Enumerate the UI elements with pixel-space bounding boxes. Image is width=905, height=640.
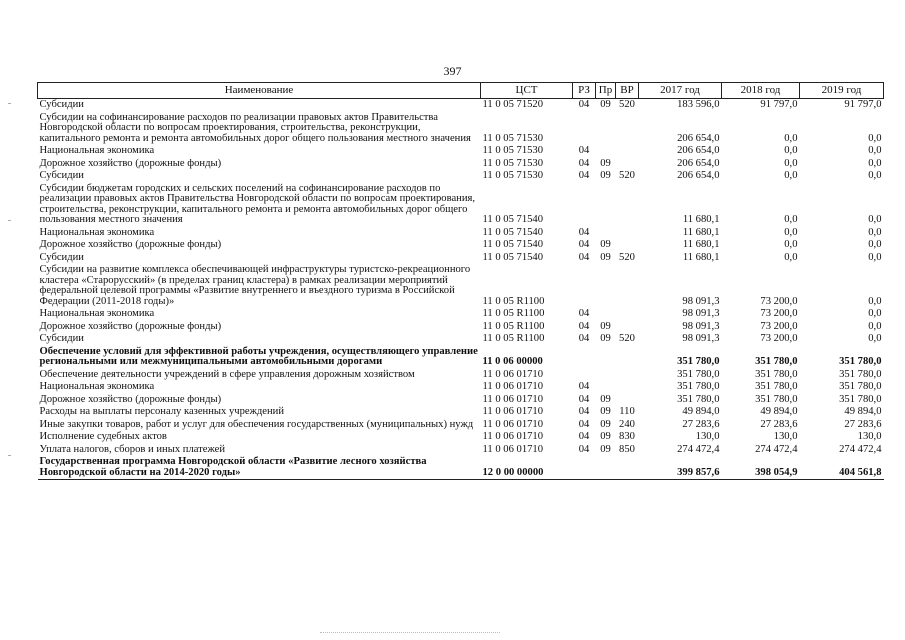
column-header-rz: РЗ: [573, 83, 596, 99]
column-header-vr: ВР: [616, 83, 639, 99]
cell-cst: 11 0 05 71530: [482, 132, 544, 144]
table-row: [38, 456, 884, 480]
column-header-pr: Пр: [596, 83, 616, 99]
cell-rz: 04: [578, 157, 590, 169]
cell-2019: 0,0: [868, 333, 882, 344]
cell-vr: [616, 394, 639, 407]
cell-cst: 11 0 05 71520: [482, 99, 544, 110]
cell-2019: 351 780,0: [839, 393, 882, 405]
cell-2017: 351 780,0: [677, 393, 720, 405]
cell-name: Расходы на выплаты персоналу казенных учреждений: [39, 406, 284, 417]
cell-name: Дорожное хозяйство (дорожные фонды): [39, 320, 222, 332]
cell-cst: 11 0 05 R1100: [482, 320, 545, 332]
cell-pr: [596, 369, 616, 382]
cell-2019: 0,0: [868, 132, 882, 144]
cell-2017: 351 780,0: [677, 356, 720, 367]
column-header-2019: 2019 год: [800, 83, 884, 99]
cell-cst: 11 0 06 00000: [482, 356, 543, 367]
cell-pr: [596, 264, 616, 308]
cell-2019: 274 472,4: [839, 443, 882, 455]
cell-2018: 130,0: [773, 431, 798, 442]
cell-2018: 73 200,0: [760, 320, 798, 332]
cell-2019: 0,0: [868, 295, 882, 307]
cell-name: Иные закупки товаров, работ и услуг для обеспечения государственных (муниципальных) нужд: [39, 418, 474, 430]
scan-margin-mark: [8, 220, 11, 221]
cell-vr: 520: [619, 333, 635, 344]
cell-vr: [616, 308, 639, 321]
cell-2019: 0,0: [868, 226, 882, 238]
cell-2017: 206 654,0: [677, 145, 720, 156]
cell-2018: 0,0: [784, 251, 798, 263]
cell-2017: 49 894,0: [682, 406, 720, 417]
cell-2019: 0,0: [868, 145, 882, 156]
cell-pr: 09: [600, 170, 611, 181]
cell-pr: 09: [600, 251, 611, 263]
cell-rz: 04: [578, 145, 590, 156]
cell-2018: 0,0: [784, 170, 798, 181]
cell-pr: 09: [600, 406, 611, 417]
cell-2018: 27 283,6: [760, 418, 798, 430]
cell-cst: 11 0 06 01710: [482, 393, 544, 405]
cell-vr: [616, 264, 639, 308]
table-row: [38, 264, 884, 308]
cell-rz: 04: [578, 320, 590, 332]
cell-vr: [616, 158, 639, 171]
table-row: [38, 381, 884, 394]
cell-2018: 0,0: [784, 239, 798, 250]
page-number: 397: [443, 64, 462, 78]
cell-2019: 0,0: [868, 170, 882, 181]
cell-2018: 351 780,0: [755, 381, 798, 392]
scan-footer-artifact: [320, 632, 500, 635]
cell-cst: 11 0 06 01710: [482, 418, 544, 430]
cell-name: Обеспечение условий для эффективной работы учреждения, осуществляющего управление региональными или межмуниципальными автомобильными дорогами: [39, 345, 478, 367]
table-row: [38, 112, 884, 146]
cell-vr: [616, 381, 639, 394]
cell-cst: 11 0 05 71540: [482, 239, 544, 250]
cell-pr: [596, 227, 616, 240]
table-row: [38, 145, 884, 158]
cell-vr: 240: [619, 418, 635, 430]
cell-vr: 520: [619, 99, 635, 110]
cell-pr: 09: [600, 239, 611, 250]
cell-name: Дорожное хозяйство (дорожные фонды): [39, 239, 222, 250]
cell-2018: 398 054,9: [722, 456, 800, 480]
cell-name: Государственная программа Новгородской области «Развитие лесного хозяйства Новгородской области на 2014-2020 годы»: [38, 456, 481, 480]
table-row: [38, 346, 884, 369]
cell-rz: 04: [578, 393, 590, 405]
cell-2018: 0,0: [784, 157, 798, 169]
column-header-name: Наименование: [38, 83, 481, 99]
cell-2017: 130,0: [695, 431, 720, 442]
table-row: [38, 158, 884, 171]
cell-2018: 49 894,0: [760, 406, 798, 417]
cell-rz: 04: [578, 381, 590, 392]
cell-rz: 04: [578, 418, 590, 430]
cell-2017: 11 680,1: [682, 214, 720, 225]
cell-vr: [616, 145, 639, 158]
cell-vr: 520: [619, 251, 635, 263]
cell-rz: [573, 346, 596, 369]
cell-rz: [573, 369, 596, 382]
cell-cst: 11 0 05 71530: [482, 145, 544, 156]
cell-rz: [573, 183, 596, 227]
cell-2018: 0,0: [784, 132, 798, 144]
cell-vr: [616, 227, 639, 240]
cell-2017: 351 780,0: [677, 368, 720, 380]
cell-2018: 351 780,0: [755, 368, 798, 380]
table-row: [38, 406, 884, 419]
cell-vr: [616, 239, 639, 252]
scan-margin-mark: [8, 455, 11, 456]
cell-pr: 09: [600, 333, 611, 344]
table-row: [38, 170, 884, 183]
cell-name: Субсидии бюджетам городских и сельских поселений на софинансирование расходов по реализации правовых актов Правительства Новгородской области по вопросам проектирования, строительства, реконструкции, капитального ремонта и ремонта автомобильных дорог общего пользования местного значения: [39, 182, 476, 225]
table-row: [38, 227, 884, 240]
cell-2019: 91 797,0: [844, 99, 882, 110]
cell-pr: [596, 183, 616, 227]
cell-name: Дорожное хозяйство (дорожные фонды): [39, 393, 222, 405]
cell-2017: 351 780,0: [677, 381, 720, 392]
cell-vr: 110: [619, 406, 635, 417]
cell-vr: [616, 183, 639, 227]
cell-name: Субсидии: [39, 99, 84, 110]
cell-rz: 04: [578, 251, 590, 263]
cell-name: Обеспечение деятельности учреждений в сфере управления дорожным хозяйством: [39, 368, 415, 380]
cell-vr: [616, 369, 639, 382]
cell-2019: 0,0: [868, 239, 882, 250]
column-header-cst: ЦСТ: [481, 83, 573, 99]
cell-pr: 09: [600, 393, 611, 405]
cell-2017: 11 680,1: [682, 239, 720, 250]
cell-2017: 183 596,0: [677, 99, 720, 110]
cell-2019: 351 780,0: [839, 381, 882, 392]
table-row: [38, 333, 884, 346]
cell-2017: 274 472,4: [677, 443, 720, 455]
cell-rz: 04: [578, 406, 590, 417]
cell-name: Субсидии: [39, 170, 84, 181]
cell-pr: [596, 346, 616, 369]
cell-2018: 0,0: [784, 226, 798, 238]
table-row: [38, 431, 884, 444]
cell-2017: 206 654,0: [677, 132, 720, 144]
cell-rz: 04: [578, 99, 590, 110]
cell-rz: 04: [578, 443, 590, 455]
cell-name: Исполнение судебных актов: [39, 431, 167, 442]
cell-cst: 11 0 05 R1100: [482, 308, 545, 319]
cell-2017: 399 857,6: [639, 456, 722, 480]
column-header-2018: 2018 год: [722, 83, 800, 99]
cell-rz: [573, 264, 596, 308]
cell-rz: 04: [578, 170, 590, 181]
cell-2017: 11 680,1: [682, 226, 720, 238]
cell-name: Национальная экономика: [39, 226, 155, 238]
cell-2019: 351 780,0: [839, 368, 882, 380]
cell-name: Субсидии: [39, 333, 84, 344]
cell-cst: 11 0 06 01710: [482, 431, 544, 442]
cell-cst: 11 0 06 01710: [482, 368, 544, 380]
cell-rz: [573, 456, 596, 480]
table-row: [38, 308, 884, 321]
cell-cst: 11 0 05 R1100: [482, 295, 545, 307]
table-row: [38, 369, 884, 382]
cell-2019: 49 894,0: [844, 406, 882, 417]
cell-pr: [596, 308, 616, 321]
cell-2017: 11 680,1: [682, 251, 720, 263]
cell-pr: 09: [600, 443, 611, 455]
cell-2018: 73 200,0: [760, 308, 798, 319]
cell-name: Национальная экономика: [39, 308, 155, 319]
cell-rz: 04: [578, 226, 590, 238]
cell-rz: 04: [578, 308, 590, 319]
column-header-2017: 2017 год: [639, 83, 722, 99]
cell-cst: 11 0 05 71540: [482, 214, 544, 225]
table-header-row: [38, 83, 884, 99]
cell-pr: 09: [600, 431, 611, 442]
cell-cst: 11 0 05 R1100: [482, 333, 545, 344]
cell-2019: 404 561,8: [800, 456, 884, 480]
cell-2017: 98 091,3: [682, 295, 720, 307]
cell-cst: 11 0 05 71540: [482, 226, 544, 238]
scan-margin-mark: [8, 103, 11, 104]
cell-vr: 850: [619, 443, 635, 455]
table-row: [38, 239, 884, 252]
cell-pr: 09: [600, 320, 611, 332]
cell-name: Уплата налогов, сборов и иных платежей: [39, 443, 226, 455]
cell-pr: 09: [600, 418, 611, 430]
budget-table: [37, 82, 884, 480]
table-row: [38, 99, 884, 112]
cell-vr: 520: [619, 170, 635, 181]
cell-cst: 11 0 05 71530: [482, 170, 544, 181]
cell-cst: 11 0 06 01710: [482, 406, 544, 417]
cell-cst: 12 0 00 00000: [481, 456, 573, 480]
table-body: [38, 99, 884, 480]
table-row: [38, 444, 884, 457]
cell-vr: [616, 112, 639, 146]
cell-2017: 206 654,0: [677, 170, 720, 181]
cell-2019: 27 283,6: [844, 418, 882, 430]
cell-2019: 0,0: [868, 214, 882, 225]
cell-2019: 0,0: [868, 157, 882, 169]
cell-2019: 351 780,0: [839, 356, 882, 367]
cell-pr: [596, 381, 616, 394]
cell-pr: 09: [600, 157, 611, 169]
cell-cst: 11 0 05 71540: [482, 251, 544, 263]
cell-cst: 11 0 06 01710: [482, 443, 544, 455]
cell-rz: 04: [578, 431, 590, 442]
cell-2018: 274 472,4: [755, 443, 798, 455]
cell-2019: 0,0: [868, 251, 882, 263]
table-row: [38, 252, 884, 265]
table-row: [38, 183, 884, 227]
cell-2019: 0,0: [868, 320, 882, 332]
cell-name: Дорожное хозяйство (дорожные фонды): [39, 157, 222, 169]
cell-pr: 09: [600, 99, 611, 110]
cell-rz: 04: [578, 239, 590, 250]
cell-vr: [616, 456, 639, 480]
cell-vr: [616, 321, 639, 334]
cell-2018: 0,0: [784, 214, 798, 225]
table-row: [38, 419, 884, 432]
cell-name: Субсидии на развитие комплекса обеспечивающей инфраструктуры туристско-рекреационного кластера «Старорусский» (в пределах границ кластера) в рамках реализации мероприятий федеральной целевой программы «Развитие внутреннего и въездного туризма в Российской Федерации (2011-2018 годы)»: [39, 264, 471, 307]
cell-cst: 11 0 05 71530: [482, 157, 544, 169]
cell-pr: [596, 456, 616, 480]
cell-pr: [596, 112, 616, 146]
cell-name: Субсидии на софинансирование расходов по реализации правовых актов Правительства Новгородской области по вопросам проектирования, строительства, реконструкции, капитального ремонта и ремонта автомобильных дорог общего пользования местного значения: [39, 111, 471, 144]
cell-name: Национальная экономика: [39, 381, 155, 392]
cell-vr: [616, 346, 639, 369]
cell-rz: [573, 112, 596, 146]
cell-2018: 73 200,0: [760, 333, 798, 344]
cell-cst: 11 0 06 01710: [482, 381, 544, 392]
cell-name: Национальная экономика: [39, 145, 155, 156]
cell-2018: 91 797,0: [760, 99, 798, 110]
cell-2017: 206 654,0: [677, 157, 720, 169]
cell-2018: 351 780,0: [755, 356, 798, 367]
cell-2018: 73 200,0: [760, 295, 798, 307]
cell-2017: 27 283,6: [682, 418, 720, 430]
table-row: [38, 321, 884, 334]
cell-2018: 351 780,0: [755, 393, 798, 405]
table-row: [38, 394, 884, 407]
cell-2019: 0,0: [868, 308, 882, 319]
cell-2017: 98 091,3: [682, 320, 720, 332]
cell-2017: 98 091,3: [682, 333, 720, 344]
cell-rz: 04: [578, 333, 590, 344]
cell-2018: 0,0: [784, 145, 798, 156]
cell-name: Субсидии: [39, 251, 84, 263]
cell-2017: 98 091,3: [682, 308, 720, 319]
cell-2019: 130,0: [857, 431, 882, 442]
cell-pr: [596, 145, 616, 158]
cell-vr: 830: [619, 431, 635, 442]
